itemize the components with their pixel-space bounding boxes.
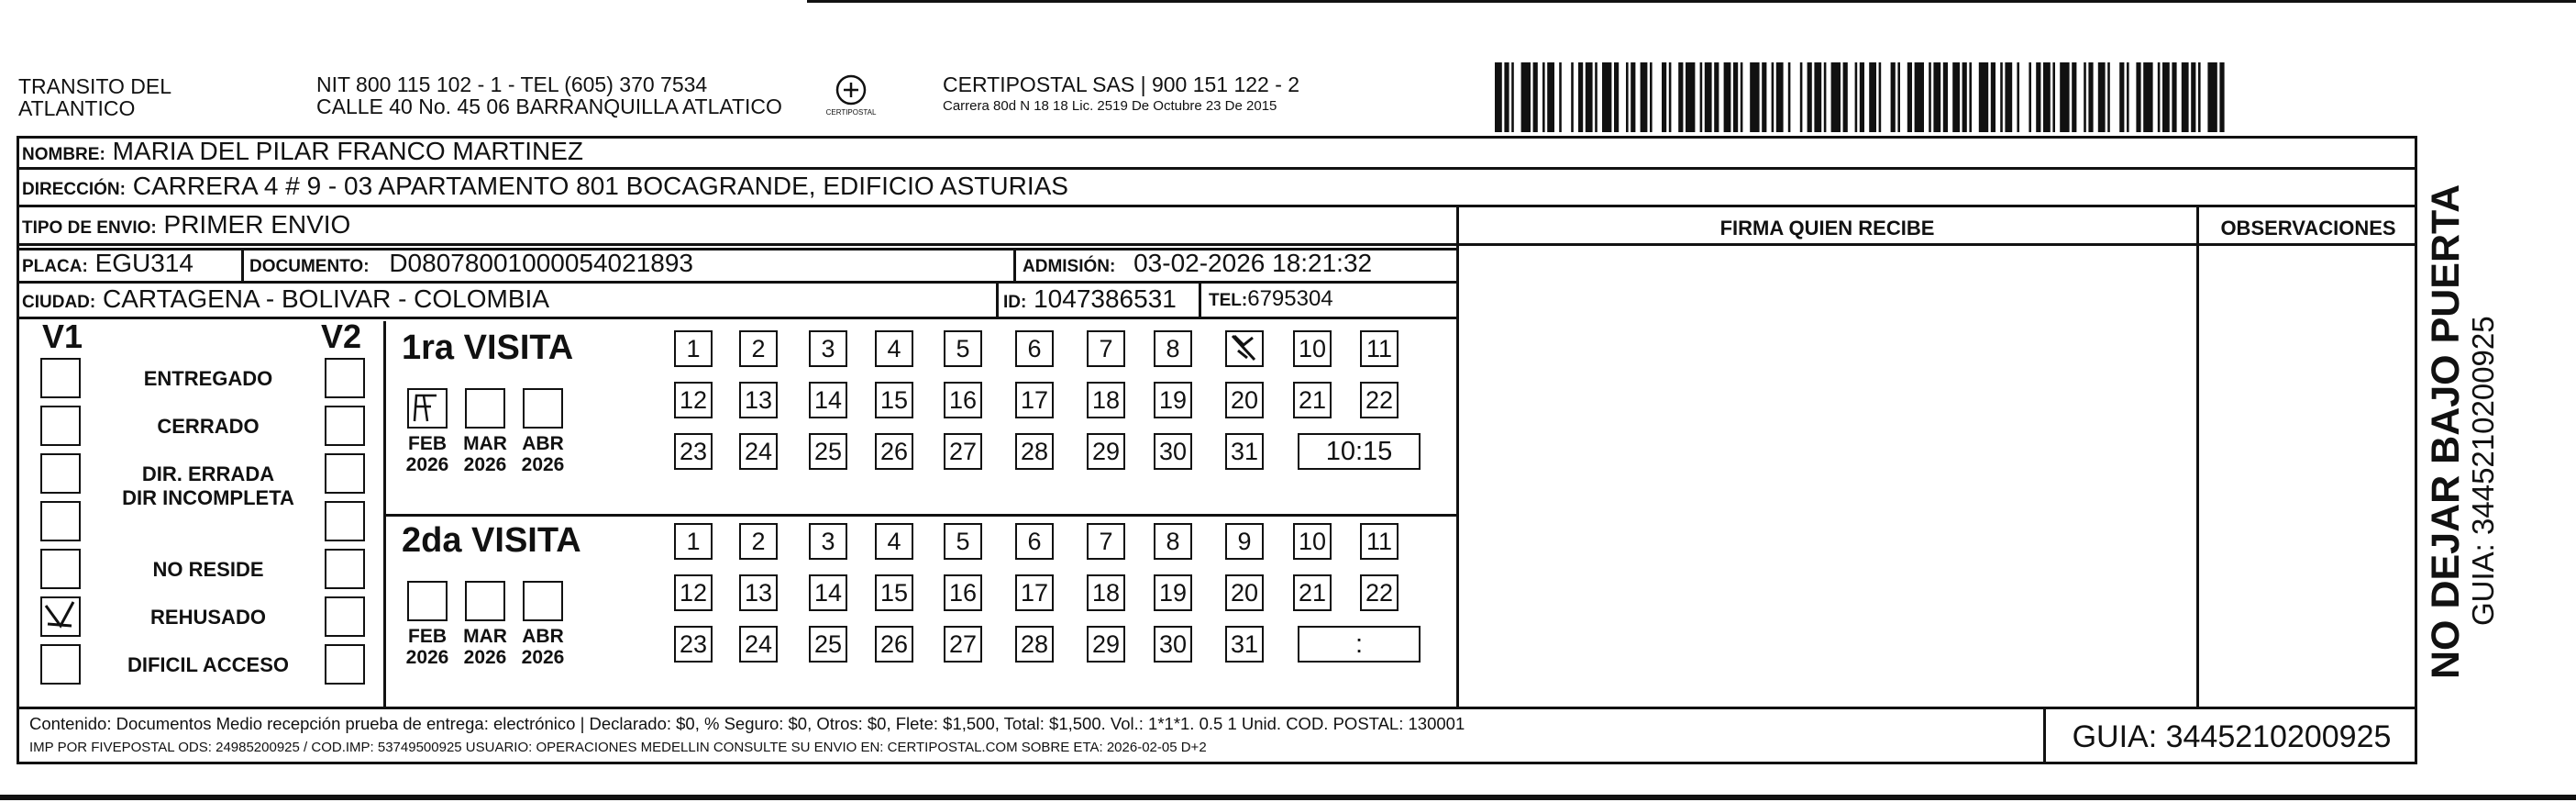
barcode-bar: [1533, 62, 1538, 132]
status-label: DIFICIL ACCESO: [127, 653, 289, 676]
barcode-bar: [1808, 62, 1812, 132]
barcode-bar: [1879, 62, 1882, 132]
documento-label: DOCUMENTO:: [249, 257, 370, 276]
barcode-bar: [1860, 62, 1864, 132]
documento-field: [249, 250, 693, 281]
barcode-bar: [1891, 62, 1896, 132]
barcode-bar: [2005, 62, 2012, 132]
barcode-bar: [2207, 62, 2217, 132]
month-label: [462, 433, 508, 475]
day-box-9[interactable]: [1225, 330, 1264, 367]
day-box-5[interactable]: 5: [944, 330, 982, 367]
firma-header: FIRMA QUIEN RECIBE: [1719, 217, 1935, 239]
barcode-bar: [2158, 62, 2161, 132]
ciudad-label: CIUDAD:: [22, 293, 96, 312]
direccion-value: CARRERA 4 # 9 - 03 APARTAMENTO 801 BOCAGRANDE, EDIFICIO ASTURIAS: [132, 172, 1068, 200]
day-box-16[interactable]: 16: [944, 382, 982, 418]
day-box-23[interactable]: 23: [674, 433, 713, 470]
tipo-envio-field: [22, 211, 350, 242]
day-box-11[interactable]: 11: [1360, 523, 1399, 560]
barcode-bar: [1542, 62, 1545, 132]
day-box-11[interactable]: 11: [1360, 330, 1399, 367]
barcode-bar: [1547, 62, 1554, 132]
month-checkbox[interactable]: [523, 581, 563, 621]
time-box[interactable]: 10:15: [1298, 433, 1421, 470]
day-box-13[interactable]: 13: [739, 574, 778, 611]
barcode-bar: [1800, 62, 1803, 132]
barcode-bar: [2052, 62, 2055, 132]
day-box-6[interactable]: 6: [1015, 523, 1054, 560]
day-box-28[interactable]: 28: [1015, 626, 1054, 663]
barcode-bar: [2127, 62, 2129, 132]
courier-name: CERTIPOSTAL SAS | 900 151 122 - 2: [943, 72, 1300, 96]
org-name-line1: TRANSITO DEL: [18, 74, 171, 98]
day-box-21[interactable]: 21: [1293, 382, 1332, 418]
v1-checkbox[interactable]: [40, 549, 81, 589]
placa-value: EGU314: [94, 249, 193, 277]
day-box-26[interactable]: 26: [875, 433, 913, 470]
top-border-line: [807, 0, 2576, 3]
ciudad-field: [22, 285, 549, 317]
barcode-bar: [1641, 62, 1648, 132]
day-box-20[interactable]: 20: [1225, 382, 1264, 418]
org-name: [18, 75, 171, 119]
courier-license: Carrera 80d N 18 18 Lic. 2519 De Octubre 23 De 2015: [943, 98, 1277, 114]
barcode-bar: [2191, 62, 2195, 132]
barcode-bar: [1814, 62, 1821, 132]
row-line: [17, 281, 1458, 284]
barcode-bar: [1741, 62, 1743, 132]
barcode-bar: [2219, 62, 2224, 132]
barcode-bar: [1824, 62, 1827, 132]
tel-value: 6795304: [1247, 286, 1333, 311]
barcode-bar: [1933, 62, 1940, 132]
month-checkbox[interactable]: [407, 388, 448, 429]
barcode-bar: [1915, 62, 1924, 132]
barcode-bar: [1897, 62, 1900, 132]
first-visit-title: 1ra VISITA: [402, 329, 574, 367]
day-mark-icon: [1227, 332, 1262, 365]
day-box-9[interactable]: 9: [1225, 523, 1264, 560]
observaciones-header: OBSERVACIONES: [2220, 217, 2396, 239]
barcode-bar: [1678, 62, 1683, 132]
month-label: [520, 433, 566, 475]
admision-field: [1023, 250, 1372, 281]
org-nit: NIT 800 115 102 - 1 - TEL (605) 370 7534: [316, 72, 708, 96]
day-box-24[interactable]: 24: [739, 433, 778, 470]
documento-value: D08078001000054021893: [389, 249, 693, 277]
v1-checkbox[interactable]: [40, 406, 81, 446]
barcode-bar: [2000, 62, 2003, 132]
barcode-bar: [1843, 62, 1848, 132]
month-name: MAR: [463, 626, 507, 647]
admision-label: ADMISIÓN:: [1023, 257, 1116, 276]
day-box-25[interactable]: 25: [809, 626, 847, 663]
admision-value: 03-02-2026 18:21:32: [1133, 249, 1373, 277]
side-guia: GUIA: 3445210200925: [2466, 316, 2500, 626]
v2-checkbox[interactable]: [325, 644, 365, 685]
day-box-24[interactable]: 24: [739, 626, 778, 663]
day-box-3[interactable]: 3: [809, 523, 847, 560]
org-address: CALLE 40 No. 45 06 BARRANQUILLA ATLATICO: [316, 95, 782, 118]
barcode-bar: [2143, 62, 2152, 132]
day-box-17[interactable]: 17: [1015, 574, 1054, 611]
id-label: ID:: [1003, 293, 1027, 312]
guia-box: GUIA: 3445210200925: [2072, 719, 2392, 754]
day-box-25[interactable]: 25: [809, 433, 847, 470]
month-name: FEB: [408, 626, 447, 647]
month-label: [520, 626, 566, 668]
day-box-1[interactable]: 1: [674, 330, 713, 367]
barcode-bar: [1511, 62, 1514, 132]
v2-header: V2: [321, 317, 362, 355]
month-name: ABR: [522, 626, 564, 647]
day-box-21[interactable]: 21: [1293, 574, 1332, 611]
status-label: ENTREGADO: [143, 367, 273, 390]
month-checkbox[interactable]: [465, 388, 505, 429]
day-box-7[interactable]: 7: [1087, 523, 1125, 560]
barcode-bar: [2036, 62, 2040, 132]
barcode-bar: [1869, 62, 1876, 132]
day-box-15[interactable]: 15: [875, 382, 913, 418]
barcode-bar: [1521, 62, 1531, 132]
visit-divider-horizontal: [383, 514, 1458, 517]
barcode-bar: [1750, 62, 1759, 132]
tel-field: [1209, 285, 1333, 315]
barcode-bar: [2017, 62, 2019, 132]
month-year: 2026: [521, 454, 565, 475]
barcode-bar: [2060, 62, 2069, 132]
v1-checkbox[interactable]: [40, 644, 81, 685]
barcode-bar: [2172, 62, 2176, 132]
barcode-bar: [1979, 62, 1988, 132]
day-box-31[interactable]: 31: [1225, 626, 1264, 663]
v1-header: V1: [42, 317, 83, 355]
barcode-bar: [2182, 62, 2189, 132]
col-line: [241, 248, 244, 283]
col-line: [996, 283, 999, 317]
day-box-1[interactable]: 1: [674, 523, 713, 560]
col-line: [1456, 207, 1459, 708]
v1-checkbox[interactable]: [40, 453, 81, 494]
id-value: 1047386531: [1034, 284, 1177, 313]
barcode-bar: [1831, 62, 1841, 132]
bottom-border-line: [0, 795, 2576, 800]
no-dejar-bajo-puerta: NO DEJAR BAJO PUERTA: [2424, 184, 2468, 679]
row-line: [17, 205, 2417, 207]
day-box-3[interactable]: 3: [809, 330, 847, 367]
day-box-15[interactable]: 15: [875, 574, 913, 611]
month-label: [404, 433, 450, 475]
tipo-envio-label: TIPO DE ENVIO:: [22, 218, 157, 238]
barcode-bar: [1631, 62, 1635, 132]
day-box-22[interactable]: 22: [1360, 574, 1399, 611]
month-year: 2026: [463, 454, 507, 475]
logo-text: CERTIPOSTAL: [825, 108, 877, 117]
day-box-26[interactable]: 26: [875, 626, 913, 663]
barcode-bar: [1733, 62, 1738, 132]
day-box-13[interactable]: 13: [739, 382, 778, 418]
barcode-bar: [1559, 62, 1562, 132]
imp-line: IMP POR FIVEPOSTAL ODS: 24985200925 / COD.IMP: 53749500925 USUARIO: OPERACIONES MEDELLIN CONSULTE SU ENVIO EN: CERTIPOSTAL.COM SOBRE ETA: 2026-02-05 D+2: [29, 740, 1207, 755]
month-year: 2026: [405, 454, 449, 475]
barcode-bar: [1952, 62, 1960, 132]
check-mark-icon: [409, 390, 446, 427]
nombre-value: MARIA DEL PILAR FRANCO MARTINEZ: [112, 137, 583, 165]
check-mark-icon: [42, 598, 79, 635]
day-box-30[interactable]: 30: [1154, 626, 1192, 663]
barcode-bar: [1495, 62, 1502, 132]
barcode-bar: [2088, 62, 2093, 132]
v2-checkbox[interactable]: [325, 596, 365, 637]
month-checkbox[interactable]: [465, 581, 505, 621]
barcode-bar: [1614, 62, 1619, 132]
day-box-17[interactable]: 17: [1015, 382, 1054, 418]
barcode-bar: [2043, 62, 2051, 132]
barcode-bar: [1669, 62, 1672, 132]
month-checkbox[interactable]: [523, 388, 563, 429]
barcode-bar: [1504, 62, 1509, 132]
barcode-bar: [1776, 62, 1784, 132]
barcode-bar: [2084, 62, 2086, 132]
contenido-line: Contenido: Documentos Medio recepción prueba de entrega: electrónico | Declarado: $0, % Seguro: $0, Otros: $0, Flete: $1,500, Total: $1,500. Vol.: 1*1*1. 0.5 1 Unid. COD. POSTAL: 130001: [29, 714, 1465, 733]
certipostal-logo: [824, 72, 879, 121]
month-name: FEB: [408, 433, 447, 454]
day-box-20[interactable]: 20: [1225, 574, 1264, 611]
direccion-field: [22, 173, 1068, 204]
row-line: [17, 243, 2417, 246]
col-line: [1199, 283, 1201, 317]
barcode-bar: [1762, 62, 1766, 132]
day-box-6[interactable]: 6: [1015, 330, 1054, 367]
org-contact: [316, 73, 782, 117]
day-box-27[interactable]: 27: [944, 433, 982, 470]
status-label: DIR. ERRADA: [141, 462, 275, 485]
ciudad-value: CARTAGENA - BOLIVAR - COLOMBIA: [103, 284, 549, 313]
day-box-30[interactable]: 30: [1154, 433, 1192, 470]
barcode-bar: [2198, 62, 2201, 132]
tipo-envio-value: PRIMER ENVIO: [163, 210, 351, 239]
v2-checkbox[interactable]: [325, 453, 365, 494]
v1-checkbox[interactable]: [40, 596, 81, 637]
day-box-2[interactable]: 2: [739, 523, 778, 560]
v2-checkbox[interactable]: [325, 358, 365, 398]
barcode-bar: [2107, 62, 2110, 132]
barcode-bar: [1662, 62, 1666, 132]
time-box[interactable]: :: [1298, 626, 1421, 663]
day-box-28[interactable]: 28: [1015, 433, 1054, 470]
barcode-bar: [1602, 62, 1611, 132]
barcode-bar: [1571, 62, 1574, 132]
day-box-29[interactable]: 29: [1087, 433, 1125, 470]
v2-checkbox[interactable]: [325, 501, 365, 541]
barcode-bar: [1772, 62, 1774, 132]
courier-info: [943, 73, 1299, 114]
barcode-bar: [1705, 62, 1712, 132]
barcode-bar: [1943, 62, 1948, 132]
v1-checkbox[interactable]: [40, 501, 81, 541]
month-label: [404, 626, 450, 668]
status-label: CERRADO: [157, 415, 260, 438]
day-box-10[interactable]: 10: [1293, 330, 1332, 367]
row-line: [17, 707, 2417, 709]
day-box-2[interactable]: 2: [739, 330, 778, 367]
day-box-22[interactable]: 22: [1360, 382, 1399, 418]
barcode-bar: [1962, 62, 1967, 132]
barcode-bar: [2136, 62, 2140, 132]
barcode-bar: [2098, 62, 2106, 132]
direccion-label: DIRECCIÓN:: [22, 180, 126, 199]
side-text: [2425, 165, 2499, 679]
barcode-bar: [1991, 62, 1996, 132]
barcode-bar: [1724, 62, 1731, 132]
day-box-10[interactable]: 10: [1293, 523, 1332, 560]
v2-checkbox[interactable]: [325, 406, 365, 446]
day-box-14[interactable]: 14: [809, 574, 847, 611]
barcode: [1495, 62, 2228, 132]
day-box-29[interactable]: 29: [1087, 626, 1125, 663]
barcode-bar: [1855, 62, 1858, 132]
nombre-label: NOMBRE:: [22, 145, 105, 164]
day-box-23[interactable]: 23: [674, 626, 713, 663]
day-box-4[interactable]: 4: [875, 523, 913, 560]
barcode-bar: [1626, 62, 1629, 132]
day-box-18[interactable]: 18: [1087, 382, 1125, 418]
status-label: REHUSADO: [150, 606, 266, 629]
v2-checkbox[interactable]: [325, 549, 365, 589]
status-label: NO RESIDE: [152, 558, 264, 581]
barcode-bar: [1714, 62, 1719, 132]
day-box-14[interactable]: 14: [809, 382, 847, 418]
nombre-field: [22, 138, 583, 169]
day-box-27[interactable]: 27: [944, 626, 982, 663]
day-box-8[interactable]: 8: [1154, 330, 1192, 367]
col-line: [1013, 248, 1016, 283]
id-field: [1003, 285, 1177, 317]
barcode-bar: [1969, 62, 1972, 132]
status-label: DIR INCOMPLETA: [122, 486, 294, 509]
placa-label: PLACA:: [22, 257, 88, 276]
org-name-line2: ATLANTICO: [18, 96, 136, 120]
barcode-bar: [2119, 62, 2124, 132]
day-box-12[interactable]: 12: [674, 574, 713, 611]
day-box-8[interactable]: 8: [1154, 523, 1192, 560]
barcode-bar: [1650, 62, 1653, 132]
barcode-bar: [2029, 62, 2031, 132]
barcode-bar: [2162, 62, 2170, 132]
day-box-4[interactable]: 4: [875, 330, 913, 367]
day-box-19[interactable]: 19: [1154, 574, 1192, 611]
barcode-bar: [1578, 62, 1583, 132]
month-name: ABR: [522, 433, 564, 454]
day-box-19[interactable]: 19: [1154, 382, 1192, 418]
v1-checkbox[interactable]: [40, 358, 81, 398]
day-box-18[interactable]: 18: [1087, 574, 1125, 611]
barcode-bar: [1586, 62, 1593, 132]
row-line: [17, 317, 1458, 319]
month-name: MAR: [463, 433, 507, 454]
month-year: 2026: [405, 647, 449, 668]
barcode-bar: [1595, 62, 1598, 132]
tel-label: TEL:: [1209, 291, 1248, 310]
month-checkbox[interactable]: [407, 581, 448, 621]
second-visit-title: 2da VISITA: [402, 521, 581, 560]
barcode-bar: [1788, 62, 1791, 132]
placa-field: [22, 250, 193, 281]
month-year: 2026: [463, 647, 507, 668]
barcode-bar: [1907, 62, 1912, 132]
barcode-bar: [1929, 62, 1931, 132]
day-box-16[interactable]: 16: [944, 574, 982, 611]
day-box-31[interactable]: 31: [1225, 433, 1264, 470]
barcode-bar: [1700, 62, 1703, 132]
day-box-5[interactable]: 5: [944, 523, 982, 560]
barcode-bar: [2072, 62, 2076, 132]
col-line: [2196, 207, 2199, 708]
day-box-12[interactable]: 12: [674, 382, 713, 418]
month-label: [462, 626, 508, 668]
month-year: 2026: [521, 647, 565, 668]
day-box-7[interactable]: 7: [1087, 330, 1125, 367]
barcode-bar: [1686, 62, 1695, 132]
